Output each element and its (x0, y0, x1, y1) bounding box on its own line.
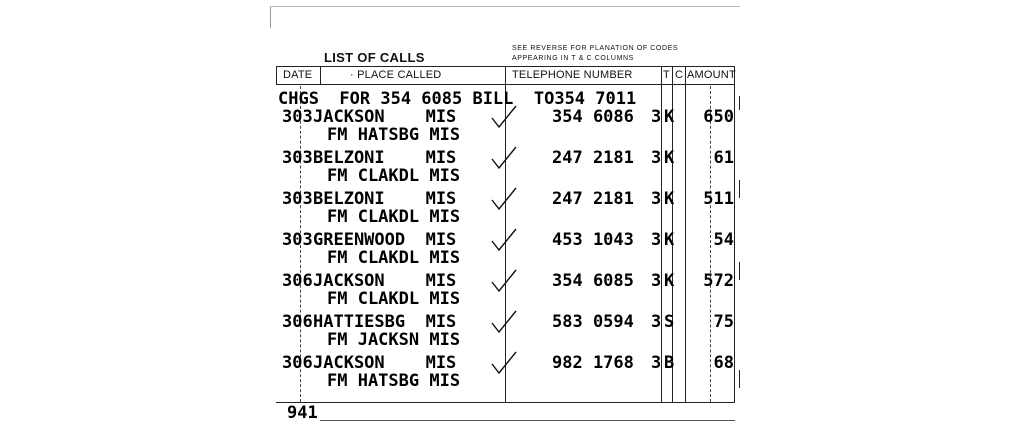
call-date: 306 (282, 312, 313, 332)
codes-note-line1: SEE REVERSE FOR PLANATION OF CODES (512, 45, 679, 52)
call-phone: 354 6086 (552, 107, 634, 127)
call-date: 306 (282, 353, 313, 373)
col-date: DATE (283, 69, 313, 81)
scan-edge-top (270, 6, 740, 7)
call-place: BELZONI MIS (313, 189, 457, 209)
call-from: FM HATSBG MIS (327, 371, 461, 391)
margin-tick (739, 262, 740, 280)
call-place: GREENWOOD MIS (313, 230, 457, 250)
call-from: FM JACKSN MIS (327, 330, 461, 350)
call-place: JACKSON MIS (313, 107, 457, 127)
col-t: T (663, 69, 670, 81)
footer-rule (320, 420, 735, 421)
call-t: 3 (651, 189, 662, 209)
call-amount: 572 (703, 271, 734, 291)
call-from: FM CLAKDL MIS (327, 248, 461, 268)
call-phone: 453 1043 (552, 230, 634, 250)
call-t: 3 (651, 230, 662, 250)
call-c: S (664, 312, 675, 332)
call-amount: 68 (713, 353, 734, 373)
call-t: 3 (651, 271, 662, 291)
call-place: JACKSON MIS (313, 271, 457, 291)
check-mark-icon (490, 104, 518, 130)
call-date: 303 (282, 189, 313, 209)
codes-note-line2: APPEARING IN T & C COLUMNS (512, 55, 634, 62)
check-mark-icon (490, 145, 518, 171)
call-t: 3 (651, 148, 662, 168)
call-c: K (664, 148, 675, 168)
call-c: K (664, 107, 675, 127)
call-place: BELZONI MIS (313, 148, 457, 168)
call-t: 3 (651, 353, 662, 373)
check-mark-icon (490, 186, 518, 212)
check-mark-icon (490, 227, 518, 253)
check-mark-icon (490, 350, 518, 376)
call-phone: 247 2181 (552, 148, 634, 168)
call-c: K (664, 271, 675, 291)
frame-left (276, 66, 277, 84)
frame-right (734, 66, 735, 402)
footer-total: 941 (287, 403, 318, 423)
call-c: K (664, 189, 675, 209)
call-date: 306 (282, 271, 313, 291)
call-phone: 247 2181 (552, 189, 634, 209)
call-from: FM CLAKDL MIS (327, 207, 461, 227)
call-from: FM HATSBG MIS (327, 125, 461, 145)
call-date: 303 (282, 148, 313, 168)
scan-mark (270, 6, 271, 28)
margin-tick (739, 96, 740, 110)
call-amount: 54 (713, 230, 734, 250)
call-amount: 61 (713, 148, 734, 168)
call-from: FM CLAKDL MIS (327, 289, 461, 309)
call-amount: 511 (703, 189, 734, 209)
call-t: 3 (651, 107, 662, 127)
check-mark-icon (490, 268, 518, 294)
check-mark-icon (490, 309, 518, 335)
col-place: · PLACE CALLED (350, 69, 442, 81)
call-place: JACKSON MIS (313, 353, 457, 373)
call-t: 3 (651, 312, 662, 332)
charges-line: CHGS FOR 354 6085 BILL TO354 7011 (278, 89, 637, 109)
call-date: 303 (282, 230, 313, 250)
col-c: C (675, 69, 684, 81)
call-date: 303 (282, 107, 313, 127)
call-amount: 650 (703, 107, 734, 127)
margin-tick (739, 180, 740, 198)
call-phone: 354 6085 (552, 271, 634, 291)
call-phone: 982 1768 (552, 353, 634, 373)
divider-date (320, 66, 321, 84)
call-amount: 75 (713, 312, 734, 332)
list-title: LIST OF CALLS (324, 50, 425, 65)
call-c: K (664, 230, 675, 250)
col-telephone: TELEPHONE NUMBER (512, 69, 633, 81)
call-phone: 583 0594 (552, 312, 634, 332)
margin-tick (739, 370, 740, 388)
call-place: HATTIESBG MIS (313, 312, 457, 332)
call-c: B (664, 353, 675, 373)
call-from: FM CLAKDL MIS (327, 166, 461, 186)
col-amount: AMOUNT (687, 69, 736, 81)
table-bottom-rule (276, 402, 735, 403)
divider-c (685, 66, 686, 402)
